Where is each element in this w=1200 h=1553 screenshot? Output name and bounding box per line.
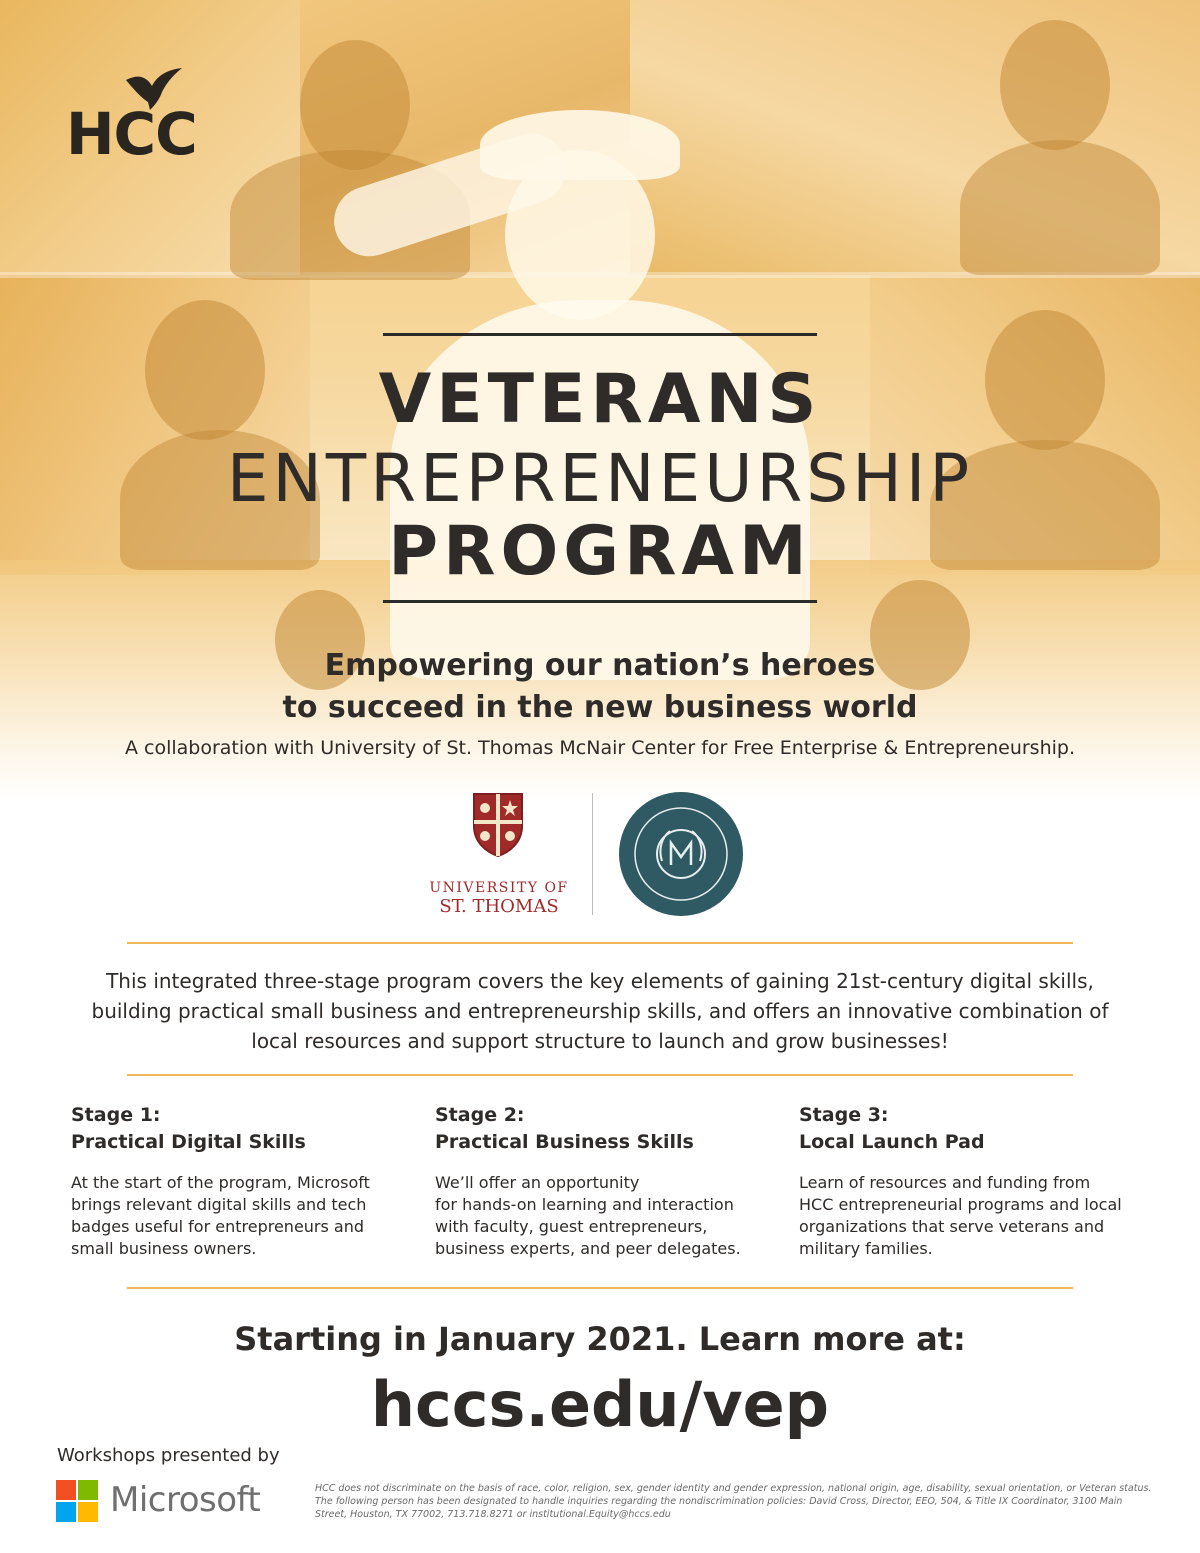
stage-label: Stage 1:	[71, 1104, 161, 1126]
stage-label: Stage 2:	[435, 1104, 525, 1126]
person-silhouette	[1000, 20, 1110, 150]
title-line-2: ENTREPRENEURSHIP	[226, 440, 974, 517]
collaboration-text: A collaboration with University of St. Thomas McNair Center for Free Enterprise & Entrepreneurship.	[124, 737, 1076, 759]
mcnair-centers-seal-icon	[618, 791, 744, 917]
stage-2	[435, 1102, 765, 1260]
university-of-st-thomas-logo	[428, 792, 570, 918]
stage-1	[71, 1102, 401, 1260]
stage-name: Local Launch Pad	[799, 1131, 985, 1153]
section-rule	[127, 942, 1073, 944]
cta-text: Starting in January 2021. Learn more at:	[234, 1320, 966, 1358]
microsoft-logo-icon	[56, 1480, 100, 1524]
logo-separator	[592, 793, 593, 915]
tagline-line-1: Empowering our nation’s heroes	[324, 648, 876, 683]
stage-name: Practical Digital Skills	[71, 1131, 306, 1153]
stage-description: Learn of resources and funding from HCC entrepreneurial programs and local organizations that serve veterans and military families.	[799, 1173, 1122, 1258]
workshops-presented-by: Workshops presented by	[57, 1445, 280, 1466]
section-rule	[127, 1287, 1073, 1289]
program-description: This integrated three-stage program covers the key elements of gaining 21st-century digital skills, building practical small business and entrepreneurship skills, and offers an innovative combination of local resources and support structure to launch and grow businesses!	[91, 969, 1109, 1053]
tagline-line-2: to succeed in the new business world	[282, 690, 918, 725]
shield-crest-icon	[470, 792, 526, 858]
stage-description: At the start of the program, Microsoft brings relevant digital skills and tech badges useful for entrepreneurs and small business owners.	[71, 1173, 370, 1258]
section-rule	[127, 1074, 1073, 1076]
person-silhouette	[960, 140, 1160, 275]
stage-name: Practical Business Skills	[435, 1131, 694, 1153]
nondiscrimination-disclaimer: HCC does not discriminate on the basis of race, color, religion, sex, gender identity and gender expression, national origin, age, disability, sexual orientation, or Veteran status. The following person has been designated to handle inquiries regarding the nondiscrimination policies: David Cross, Director, EEO, 504, & Title IX Coordinator, 3100 Main Street, Houston, TX 77002, 713.718.8271 or institutional.Equity@hccs.edu	[315, 1483, 1152, 1520]
stage-label: Stage 3:	[799, 1104, 889, 1126]
program-url-link[interactable]: hccs.edu/vep	[370, 1368, 830, 1441]
title-line-3: PROGRAM	[388, 512, 812, 591]
microsoft-wordmark: Microsoft	[110, 1480, 261, 1520]
ust-name-line-1: UNIVERSITY OF	[429, 880, 569, 896]
ust-name-line-2: ST. THOMAS	[439, 896, 559, 917]
title-rule-bottom	[383, 600, 817, 603]
stage-description: We’ll offer an opportunity for hands-on learning and interaction with faculty, guest entrepreneurs, business experts, and peer delegates.	[435, 1173, 741, 1258]
stage-3	[799, 1102, 1129, 1260]
hcc-logo	[66, 66, 226, 166]
title-rule-top	[383, 333, 817, 336]
title-line-1: VETERANS	[378, 360, 822, 439]
hcc-logo-text: HCC	[66, 100, 197, 168]
